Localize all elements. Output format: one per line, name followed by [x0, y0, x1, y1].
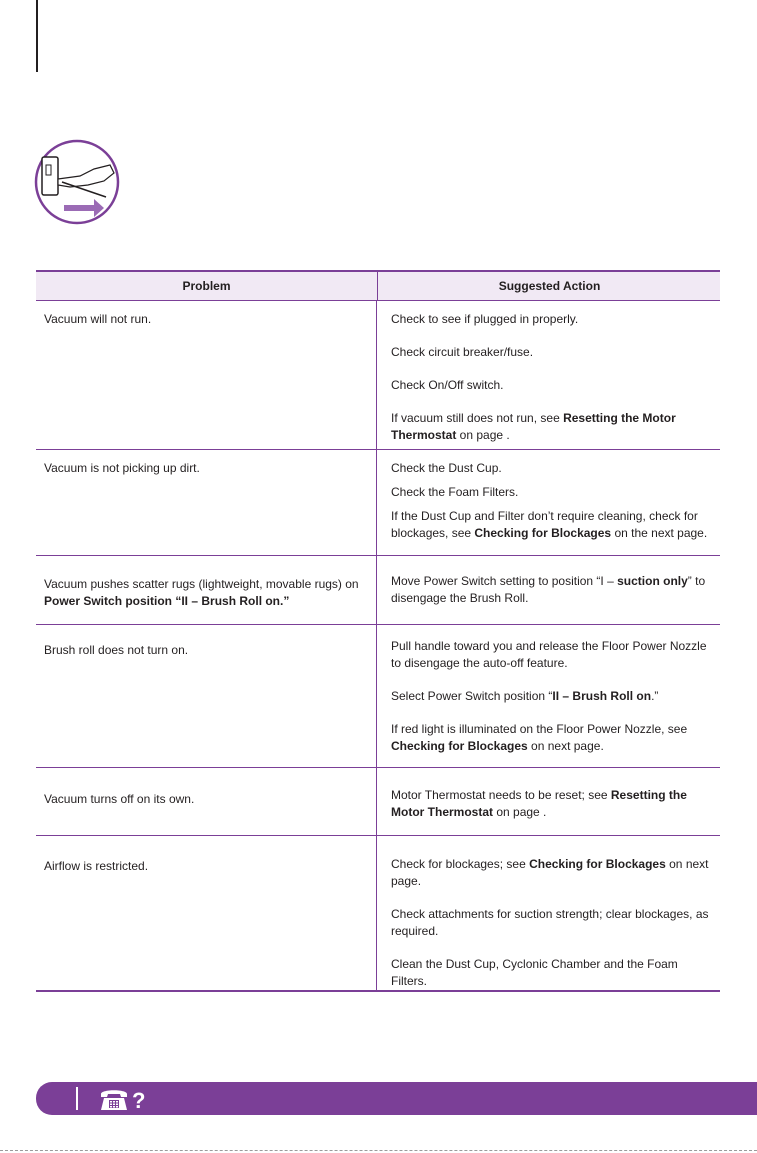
- suggested-action-cell: [377, 625, 720, 767]
- text-run: on the next page.: [611, 526, 708, 540]
- text-run: If red light is illuminated on the Floor Power Nozzle, see: [391, 722, 688, 736]
- action-item: [391, 344, 716, 361]
- emphasis-text: Checking for Blockages: [474, 526, 612, 540]
- action-item: [391, 508, 716, 542]
- text-run: Check the Dust Cup.: [391, 461, 502, 475]
- suggested-action-cell: [377, 836, 720, 990]
- problem-column-header: Problem: [36, 272, 378, 300]
- text-run: Check to see if plugged in properly.: [391, 312, 579, 326]
- problem-cell: [36, 625, 377, 767]
- text-run: ” to disengage the Brush Roll.: [391, 574, 706, 605]
- text-run: on next page.: [391, 857, 709, 888]
- text-run: Check attachments for suction strength; clear blockages, as required.: [391, 907, 709, 938]
- text-run: Motor Thermostat needs to be reset; see: [391, 788, 611, 802]
- page-cut-line: [0, 1150, 757, 1151]
- action-item: [391, 688, 716, 705]
- problem-cell: [36, 450, 377, 555]
- text-run: Vacuum will not run.: [44, 312, 152, 326]
- problem-cell: [36, 301, 377, 449]
- emphasis-text: Resetting the Motor Thermostat: [391, 411, 676, 442]
- emphasis-text: II – Brush Roll on: [552, 689, 652, 703]
- table-row: [36, 768, 720, 836]
- text-run: Move Power Switch setting to position “I –: [391, 574, 618, 588]
- suggested-action-cell: [377, 556, 720, 624]
- text-run: on page .: [456, 428, 510, 442]
- action-item: [391, 906, 716, 940]
- action-item: [391, 638, 716, 672]
- table-header: [36, 270, 720, 301]
- table-body: [36, 301, 720, 992]
- problem-cell: [36, 556, 377, 624]
- suggested-action-cell: [377, 450, 720, 555]
- footer-divider: [76, 1087, 78, 1110]
- page-edge-line: [36, 0, 38, 72]
- svg-text:?: ?: [132, 1088, 146, 1112]
- table-row: [36, 836, 720, 992]
- text-run: If the Dust Cup and Filter don’t require cleaning, check for blockages, see: [391, 509, 698, 540]
- text-run: Clean the Dust Cup, Cyclonic Chamber and the Foam Filters.: [391, 957, 678, 988]
- text-run: Check On/Off switch.: [391, 378, 504, 392]
- text-run: on page .: [493, 805, 547, 819]
- table-row: [36, 301, 720, 450]
- action-item: [391, 721, 716, 755]
- action-item: [391, 460, 716, 477]
- text-run: Brush roll does not turn on.: [44, 643, 189, 657]
- emphasis-text: suction only: [617, 574, 688, 588]
- unplug-cord-icon: [34, 139, 120, 225]
- table-row: [36, 625, 720, 768]
- text-run: Vacuum is not picking up dirt.: [44, 461, 200, 475]
- action-item: [391, 787, 716, 821]
- suggested-action-cell: [377, 301, 720, 449]
- emphasis-text: Checking for Blockages: [529, 857, 666, 871]
- action-item: [391, 410, 716, 444]
- text-run: Vacuum pushes scatter rugs (lightweight, movable rugs) on: [44, 577, 359, 591]
- suggested-action-cell: [377, 768, 720, 835]
- action-column-header: Suggested Action: [498, 279, 601, 293]
- text-run: Select Power Switch position “: [391, 689, 553, 703]
- text-run: on next page.: [527, 739, 604, 753]
- action-item: [391, 956, 716, 990]
- emphasis-text: Power Switch position “II – Brush Roll on.”: [44, 594, 290, 608]
- text-run: Pull handle toward you and release the Floor Power Nozzle to disengage the auto-off feature.: [391, 639, 707, 670]
- text-run: Airflow is restricted.: [44, 859, 149, 873]
- text-run: Check circuit breaker/fuse.: [391, 345, 534, 359]
- action-item: [391, 377, 716, 394]
- table-row: [36, 450, 720, 556]
- text-run: If vacuum still does not run, see: [391, 411, 564, 425]
- phone-help-icon: [97, 1086, 151, 1112]
- text-run: Vacuum turns off on its own.: [44, 792, 195, 806]
- problem-cell: [36, 836, 377, 990]
- action-item: [391, 311, 716, 328]
- emphasis-text: Checking for Blockages: [391, 739, 528, 753]
- troubleshooting-table: [36, 270, 720, 992]
- table-row: [36, 556, 720, 625]
- text-run: .”: [651, 689, 659, 703]
- action-item: [391, 484, 716, 501]
- text-run: Check for blockages; see: [391, 857, 530, 871]
- text-run: Check the Foam Filters.: [391, 485, 519, 499]
- action-item: [391, 573, 716, 607]
- action-item: [391, 856, 716, 890]
- problem-cell: [36, 768, 377, 835]
- emphasis-text: Resetting the Motor Thermostat: [391, 788, 687, 819]
